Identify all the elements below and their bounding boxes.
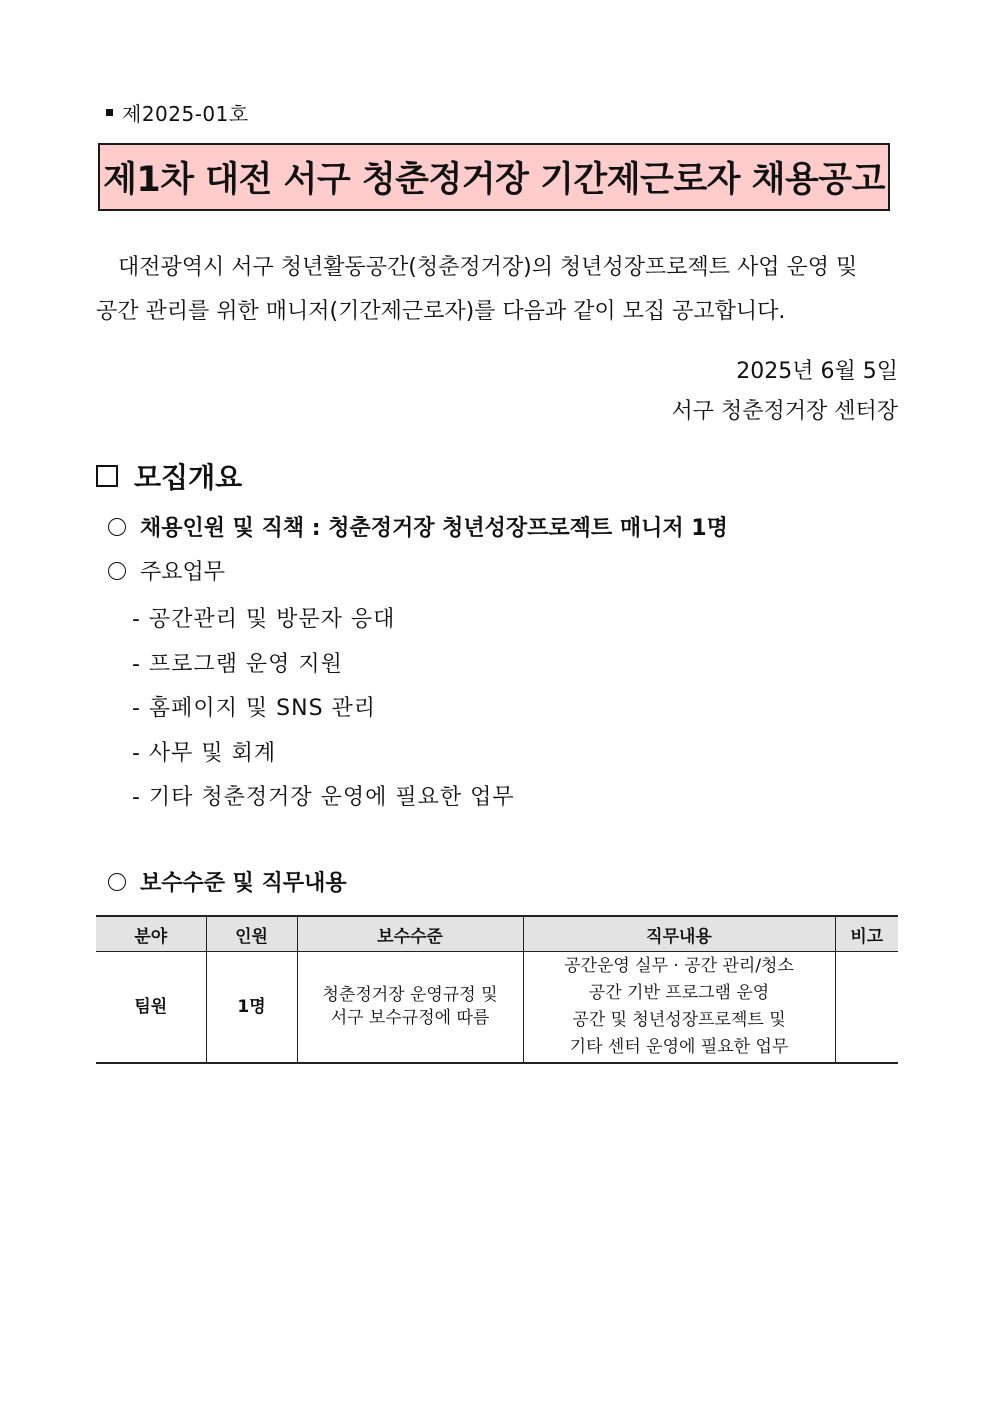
cell-pay — [297, 952, 523, 1064]
duties-heading-text: 주요업무 — [140, 560, 226, 585]
list-item: - 기타 청춘정거장 운영에 필요한 업무 — [132, 785, 515, 810]
cell-duty — [523, 952, 835, 1064]
list-item: - 사무 및 회계 — [132, 740, 277, 766]
section-title: 모집개요 — [134, 461, 243, 494]
square-bullet-icon — [106, 109, 113, 116]
duties-list — [132, 598, 515, 821]
recruit-label: 채용인원 및 직책 — [140, 516, 305, 541]
intro-line-1: 대전광역시 서구 청년활동공간(청춘정거장)의 청년성장프로젝트 사업 운영 및 — [118, 255, 858, 280]
col-header-count: 인원 — [206, 916, 297, 952]
announcement-date: 2025년 6월 5일 — [736, 359, 898, 384]
recruit-value: 청춘정거장 청년성장프로젝트 매니저 1명 — [328, 516, 728, 541]
notice-number — [106, 98, 249, 127]
list-item: - 프로그램 운영 지원 — [132, 651, 343, 677]
cell-field: 팀원 — [96, 952, 206, 1064]
recruit-item — [108, 511, 728, 542]
duty-line: 공간 기반 프로그램 운영 — [588, 983, 770, 1003]
col-header-pay: 보수수준 — [297, 916, 523, 952]
issuer: 서구 청춘정거장 센터장 — [671, 399, 898, 424]
circle-bullet-icon — [108, 873, 126, 891]
circle-bullet-icon — [108, 562, 126, 580]
title-banner — [98, 143, 890, 211]
notice-number-text: 제2025-01호 — [122, 102, 249, 126]
table-header-row — [96, 916, 898, 952]
intro-line-2: 공간 관리를 위한 매니저(기간제근로자)를 다음과 같이 모집 공고합니다. — [96, 299, 786, 324]
pay-heading-text: 보수수준 및 직무내용 — [140, 871, 347, 896]
duty-line: 공간운영 실무 · 공간 관리/청소 — [564, 956, 794, 976]
checkbox-square-icon — [96, 465, 118, 487]
col-header-note: 비고 — [835, 916, 898, 952]
cell-count: 1명 — [206, 952, 297, 1064]
col-header-field: 분야 — [96, 916, 206, 952]
intro-paragraph — [96, 246, 898, 334]
duty-line: 공간 및 청년성장프로젝트 및 — [572, 1010, 786, 1030]
date-block — [671, 352, 898, 432]
recruit-separator: : — [311, 516, 321, 541]
list-item: - 공간관리 및 방문자 응대 — [132, 607, 396, 632]
duties-heading — [108, 555, 225, 586]
section-heading — [96, 456, 242, 496]
circle-bullet-icon — [108, 518, 126, 536]
table-row — [96, 952, 898, 1064]
duty-line: 기타 센터 운영에 필요한 업무 — [569, 1037, 789, 1057]
list-item: - 홈페이지 및 SNS 관리 — [132, 696, 377, 721]
pay-heading — [108, 866, 347, 897]
pay-line-2: 서구 보수규정에 따름 — [330, 1008, 490, 1028]
pay-line-1: 청춘정거장 운영규정 및 — [322, 985, 498, 1005]
cell-note — [835, 952, 898, 1064]
page-title: 제1차 대전 서구 청춘정거장 기간제근로자 채용공고 — [103, 160, 885, 200]
col-header-duty: 직무내용 — [523, 916, 835, 952]
pay-table — [96, 915, 898, 1064]
